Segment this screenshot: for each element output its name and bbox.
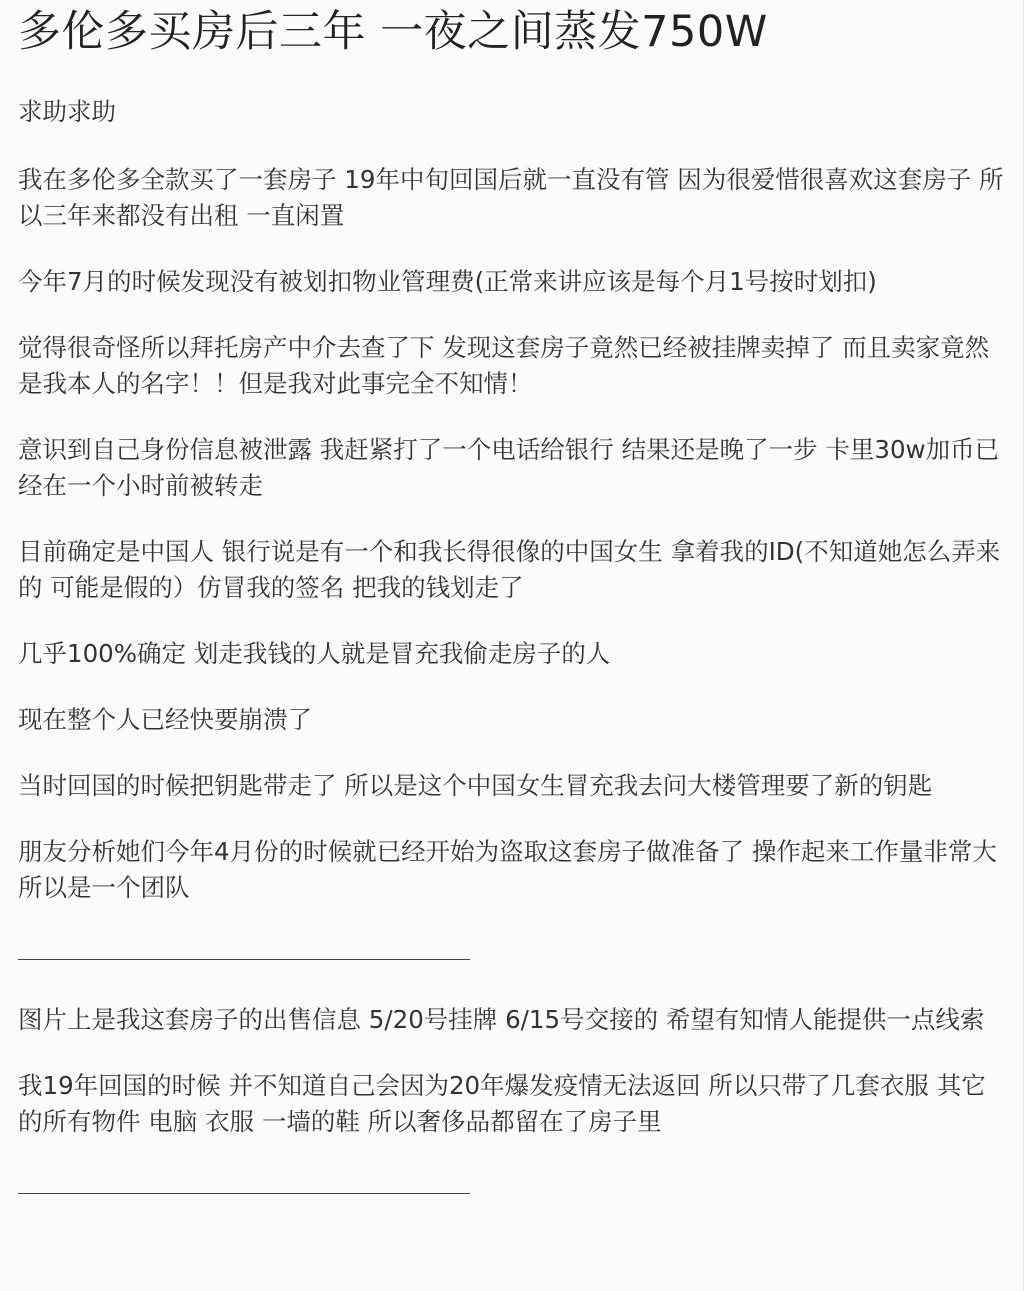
divider-line-1 (18, 936, 1005, 972)
paragraph-bought-house: 我在多伦多全款买了一套房子 19年中旬回国后就一直没有管 因为很爱惜很喜欢这套房子 所以三年来都没有出租 一直闲置 (18, 165, 1004, 230)
paragraph-bank-call: 意识到自己身份信息被泄露 我赶紧打了一个电话给银行 结果还是晚了一步 卡里30w加币已经在一个小时前被转走 (18, 435, 1000, 500)
paragraph-keys: 当时回国的时候把钥匙带走了 所以是这个中国女生冒充我去问大楼管理要了新的钥匙 (18, 771, 933, 800)
paragraph-same-person: 几乎100%确定 划走我钱的人就是冒充我偷走房子的人 (18, 639, 611, 668)
paragraph-help: 求助求助 (18, 97, 116, 126)
paragraph-listing-info: 图片上是我这套房子的出售信息 5/20号挂牌 6/15号交接的 希望有知情人能提供一点线索 (18, 1005, 985, 1034)
paragraph-management-fee: 今年7月的时候发现没有被划扣物业管理费(正常来讲应该是每个月1号按时划扣) (18, 267, 877, 296)
paragraph-friend-analysis: 朋友分析她们今年4月份的时候就已经开始为盗取这套房子做准备了 操作起来工作量非常大 所以是一个团队 (18, 837, 997, 902)
paragraph-collapse: 现在整个人已经快要崩溃了 (18, 705, 312, 734)
paragraph-house-sold: 觉得很奇怪所以拜托房产中介去查了下 发现这套房子竟然已经被挂牌卖掉了 而且卖家竟然是我本人的名字！！但是我对此事完全不知情！ (18, 333, 990, 398)
divider-line-2 (18, 1170, 1005, 1206)
paragraph-belongings: 我19年回国的时候 并不知道自己会因为20年爆发疫情无法返回 所以只带了几套衣服 其它的所有物件 电脑 衣服 一墙的鞋 所以奢侈品都留在了房子里 (18, 1071, 986, 1136)
post-title: 多伦多买房后三年 一夜之间蒸发750W (18, 7, 768, 57)
paragraph-impersonator: 目前确定是中国人 银行说是有一个和我长得很像的中国女生 拿着我的ID(不知道她怎么弄来的 可能是假的）仿冒我的签名 把我的钱划走了 (18, 537, 1001, 602)
